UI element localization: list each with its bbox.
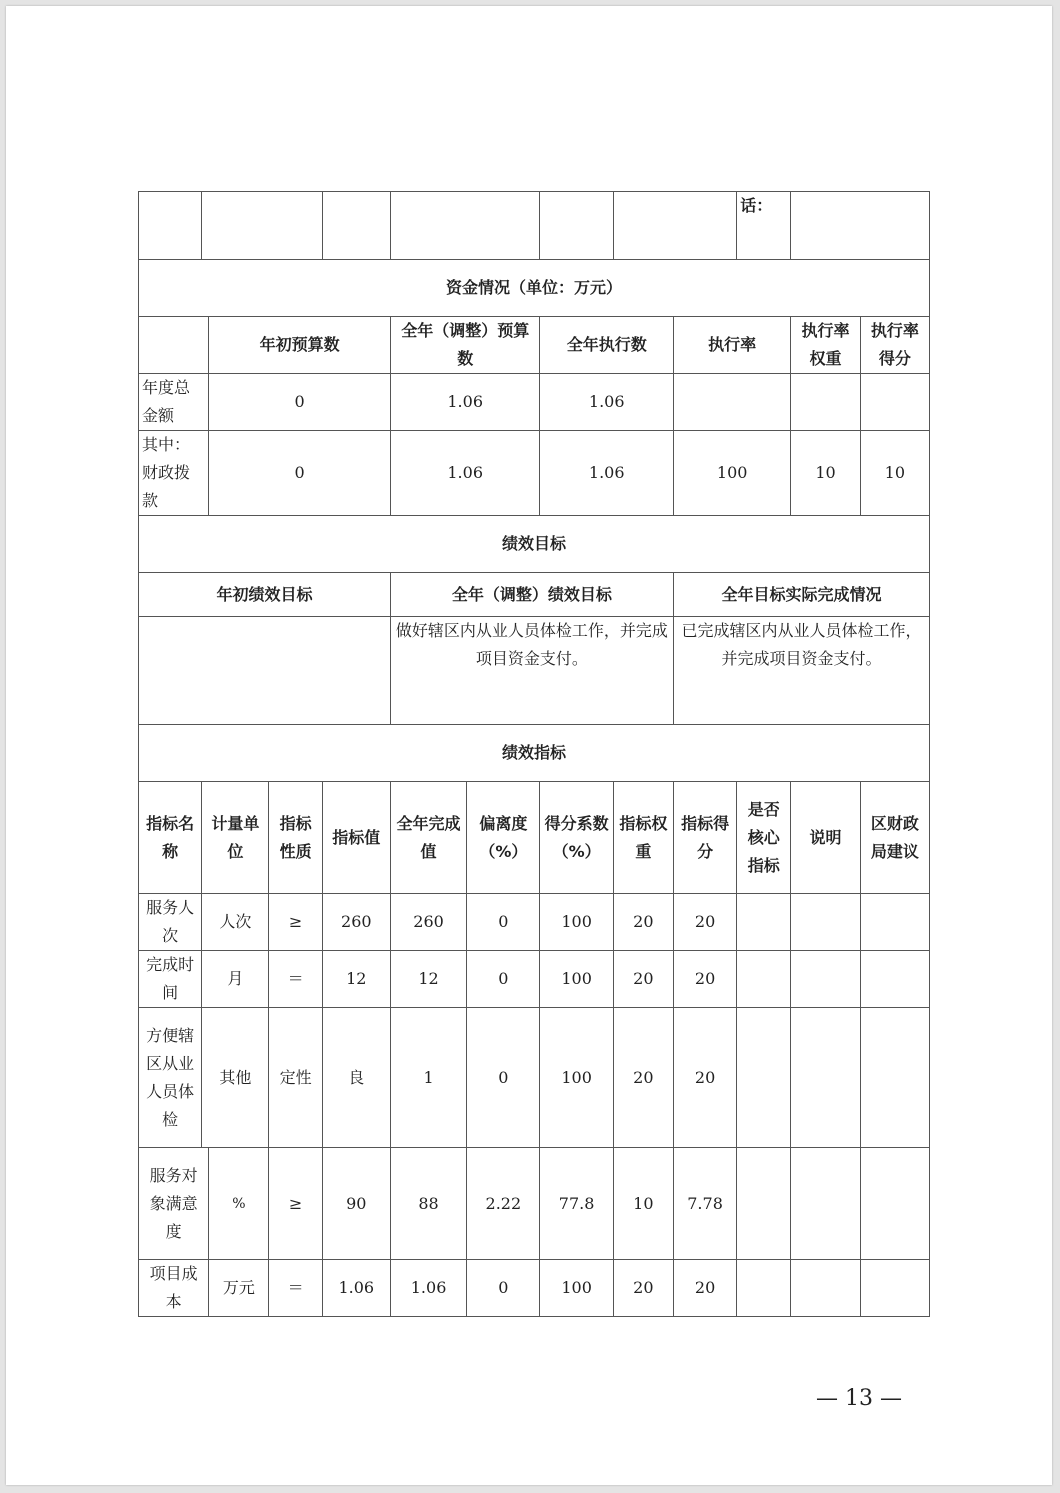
- funds-row-label: 其中：财政拨款: [139, 431, 209, 516]
- page-number: — 13 —: [816, 1386, 902, 1411]
- ind-core: [737, 1260, 791, 1317]
- ind-nature: ≥: [269, 894, 322, 951]
- ind-weight: 20: [613, 1008, 673, 1148]
- funds-header-blank: [139, 317, 209, 374]
- ind-target: 1.06: [322, 1260, 390, 1317]
- funds-section-title: 资金情况（单位：万元）: [139, 260, 930, 317]
- ind-deviation: 0: [467, 1008, 540, 1148]
- ind-actual: 1.06: [390, 1260, 466, 1317]
- ind-weight: 20: [613, 894, 673, 951]
- goals-header: 全年（调整）绩效目标: [390, 573, 673, 617]
- indicator-row: [139, 894, 930, 951]
- ind-weight: 10: [613, 1148, 673, 1260]
- ind-target: 260: [322, 894, 390, 951]
- ind-unit: %: [209, 1148, 269, 1260]
- ind-header: 区财政局建议: [860, 782, 929, 894]
- ind-note: [791, 1260, 860, 1317]
- funds-executed: 1.06: [540, 431, 673, 516]
- goals-section-title: 绩效目标: [139, 516, 930, 573]
- funds-score: [860, 374, 929, 431]
- ind-name: 方便辖区从业人员体检: [139, 1008, 202, 1148]
- funds-rate: 100: [673, 431, 790, 516]
- goals-header: 全年目标实际完成情况: [673, 573, 929, 617]
- contact-cell: [202, 192, 322, 260]
- ind-score: 20: [673, 951, 736, 1008]
- ind-nature: ＝: [269, 951, 322, 1008]
- ind-score: 20: [673, 1260, 736, 1317]
- ind-advice: [860, 951, 929, 1008]
- document-page: [6, 6, 1052, 1485]
- ind-header: 指标名称: [139, 782, 202, 894]
- ind-target: 90: [322, 1148, 390, 1260]
- contact-cell-blank: [540, 192, 613, 260]
- ind-name: 完成时间: [139, 951, 202, 1008]
- ind-unit: 万元: [209, 1260, 269, 1317]
- ind-score: 20: [673, 1008, 736, 1148]
- funds-adjusted: 1.06: [390, 431, 540, 516]
- funds-executed: 1.06: [540, 374, 673, 431]
- ind-header: 偏离度（%）: [467, 782, 540, 894]
- funds-rate: [673, 374, 790, 431]
- ind-header: 得分系数（%）: [540, 782, 613, 894]
- ind-header: 全年完成值: [390, 782, 466, 894]
- funds-score: 10: [860, 431, 929, 516]
- ind-core: [737, 1008, 791, 1148]
- funds-header: 全年（调整）预算数: [390, 317, 540, 374]
- goals-header: 年初绩效目标: [139, 573, 391, 617]
- ind-actual: 12: [390, 951, 466, 1008]
- ind-unit: 人次: [202, 894, 269, 951]
- indicators-section-title: 绩效指标: [139, 725, 930, 782]
- ind-actual: 260: [390, 894, 466, 951]
- ind-unit: 其他: [202, 1008, 269, 1148]
- ind-core: [737, 894, 791, 951]
- funds-initial: 0: [209, 431, 391, 516]
- ind-nature: 定性: [269, 1008, 322, 1148]
- ind-coef: 100: [540, 894, 613, 951]
- performance-evaluation-table: [138, 191, 930, 1317]
- funds-row-total: [139, 374, 930, 431]
- goals-content-row: [139, 617, 930, 725]
- ind-score: 20: [673, 894, 736, 951]
- ind-coef: 100: [540, 1260, 613, 1317]
- funds-row-fiscal: [139, 431, 930, 516]
- ind-advice: [860, 1148, 929, 1260]
- ind-header: 指标得分: [673, 782, 736, 894]
- funds-header-row: [139, 317, 930, 374]
- ind-header: 指标性质: [269, 782, 322, 894]
- ind-nature: ＝: [269, 1260, 322, 1317]
- goals-header-row: [139, 573, 930, 617]
- indicator-row: [139, 1008, 930, 1148]
- contact-cell: [613, 192, 736, 260]
- ind-note: [791, 951, 860, 1008]
- ind-actual: 88: [390, 1148, 466, 1260]
- ind-target: 12: [322, 951, 390, 1008]
- goal-actual: 已完成辖区内从业人员体检工作，并完成项目资金支付。: [673, 617, 929, 725]
- funds-header: 执行率: [673, 317, 790, 374]
- ind-unit: 月: [202, 951, 269, 1008]
- goal-initial: [139, 617, 391, 725]
- ind-name: 项目成本: [139, 1260, 209, 1317]
- goal-adjusted: 做好辖区内从业人员体检工作，并完成项目资金支付。: [390, 617, 673, 725]
- ind-header: 说明: [791, 782, 860, 894]
- phone-label: 话：: [737, 192, 791, 260]
- ind-name: 服务人次: [139, 894, 202, 951]
- ind-note: [791, 1148, 860, 1260]
- ind-deviation: 0: [467, 951, 540, 1008]
- ind-note: [791, 1008, 860, 1148]
- funds-weight: [791, 374, 860, 431]
- funds-weight: 10: [791, 431, 860, 516]
- ind-deviation: 0: [467, 1260, 540, 1317]
- ind-deviation: 0: [467, 894, 540, 951]
- ind-coef: 77.8: [540, 1148, 613, 1260]
- indicator-row: [139, 951, 930, 1008]
- funds-adjusted: 1.06: [390, 374, 540, 431]
- indicator-row: [139, 1148, 930, 1260]
- ind-core: [737, 1148, 791, 1260]
- funds-row-label: 年度总金额: [139, 374, 209, 431]
- phone-value: [791, 192, 930, 260]
- ind-advice: [860, 894, 929, 951]
- ind-weight: 20: [613, 1260, 673, 1317]
- funds-header: 全年执行数: [540, 317, 673, 374]
- contact-cell: [390, 192, 540, 260]
- contact-cell-blank: [322, 192, 390, 260]
- ind-advice: [860, 1008, 929, 1148]
- ind-target: 良: [322, 1008, 390, 1148]
- contact-row: [139, 192, 930, 260]
- ind-header: 指标权重: [613, 782, 673, 894]
- indicators-header-row: [139, 782, 930, 894]
- funds-header: 年初预算数: [209, 317, 391, 374]
- ind-header: 指标值: [322, 782, 390, 894]
- ind-actual: 1: [390, 1008, 466, 1148]
- funds-initial: 0: [209, 374, 391, 431]
- funds-header: 执行率得分: [860, 317, 929, 374]
- ind-score: 7.78: [673, 1148, 736, 1260]
- ind-header: 计量单位: [202, 782, 269, 894]
- ind-deviation: 2.22: [467, 1148, 540, 1260]
- contact-cell-blank: [139, 192, 202, 260]
- ind-advice: [860, 1260, 929, 1317]
- ind-note: [791, 894, 860, 951]
- ind-nature: ≥: [269, 1148, 322, 1260]
- ind-coef: 100: [540, 1008, 613, 1148]
- ind-name: 服务对象满意度: [139, 1148, 209, 1260]
- ind-core: [737, 951, 791, 1008]
- indicator-row: [139, 1260, 930, 1317]
- ind-coef: 100: [540, 951, 613, 1008]
- ind-header: 是否核心指标: [737, 782, 791, 894]
- ind-weight: 20: [613, 951, 673, 1008]
- funds-header: 执行率权重: [791, 317, 860, 374]
